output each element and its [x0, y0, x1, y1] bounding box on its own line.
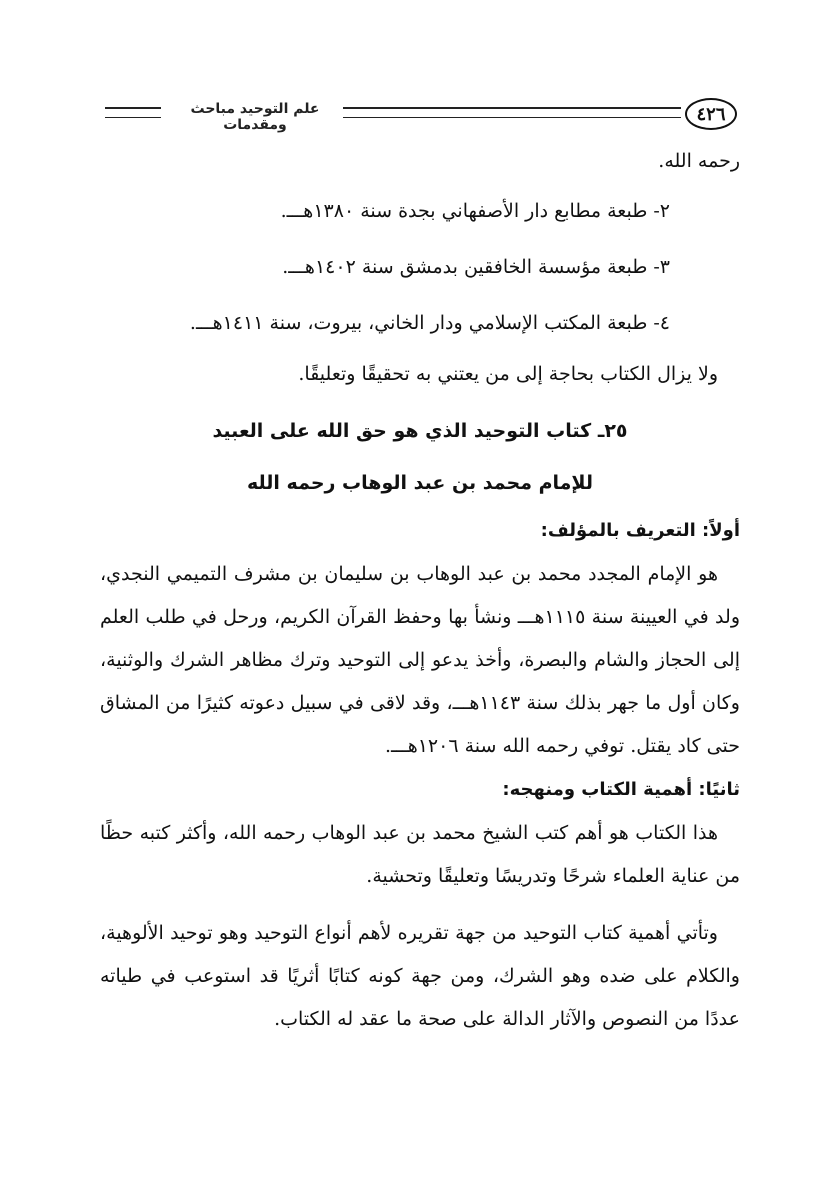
header-rule-left: [105, 107, 161, 118]
page-body: [100, 140, 740, 1041]
author-paragraph: هو الإمام المجدد محمد بن عبد الوهاب بن سليمان بن مشرف التميمي النجدي، ولد في العيينة سنة ١١١٥هـــ ونشأ بها وحفظ القرآن الكريم، ورحل في طلب العلم إلى الحجاز والشام والبصرة، وأخذ يدعو إلى التوحيد وترك مظاهر الشرك والوثنية، وكان أول ما جهر بذلك سنة ١١٤٣هـــ، وقد لاقى في سبيل دعوته كثيرًا من المشاق حتى كاد يقتل. توفي رحمه الله سنة ١٢٠٦هـــ.: [100, 563, 740, 757]
importance-paragraph-2: وتأتي أهمية كتاب التوحيد من جهة تقريره لأهم أنواع التوحيد وهو توحيد الألوهية، والكلام على ضده وهو الشرك، ومن جهة كونه كتابًا أثريًا قد استوعب في طياته عددًا من النصوص والآثار الدالة على صحة ما عقد له الكتاب.: [100, 922, 740, 1030]
page-number: ٤٢٦: [685, 98, 737, 130]
opening-line: رحمه الله.: [658, 150, 740, 172]
section-subtitle: للإمام محمد بن عبد الوهاب رحمه الله: [247, 472, 593, 494]
running-title: علم التوحيد مباحث ومقدمات: [190, 101, 320, 133]
importance-paragraph-1: هذا الكتاب هو أهم كتب الشيخ محمد بن عبد الوهاب رحمه الله، وأكثر كتبه حظًا من عناية العلماء شرحًا وتدريسًا وتعليقًا وتحشية.: [100, 822, 740, 887]
page-header: [105, 92, 737, 138]
edition-item-4: ٤- طبعة المكتب الإسلامي ودار الخاني، بيروت، سنة ١٤١١هـــ.: [189, 312, 670, 334]
section-title: ٢٥ـ كتاب التوحيد الذي هو حق الله على العبيد: [212, 420, 628, 442]
header-rule-right: [343, 107, 681, 118]
spacer: [100, 397, 740, 405]
edition-item-2: ٢- طبعة مطابع دار الأصفهاني بجدة سنة ١٣٨٠هـــ.: [280, 200, 670, 222]
importance-heading: ثانيًا: أهمية الكتاب ومنهجه:: [502, 779, 740, 800]
need-note: ولا يزال الكتاب بحاجة إلى من يعتني به تحقيقًا وتعليقًا.: [298, 363, 718, 385]
spacer: [100, 898, 740, 912]
author-heading: أولاً: التعريف بالمؤلف:: [540, 520, 740, 541]
edition-item-3: ٣- طبعة مؤسسة الخافقين بدمشق سنة ١٤٠٢هـــ.: [282, 256, 670, 278]
